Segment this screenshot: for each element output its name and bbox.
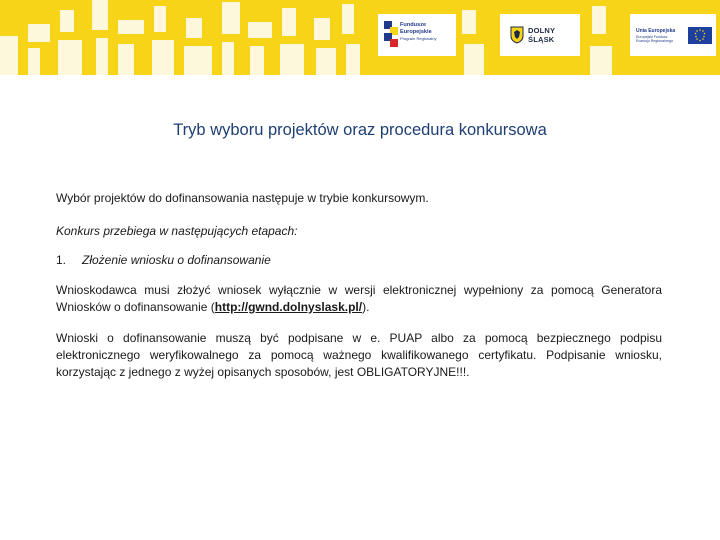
- european-funds-icon: [384, 21, 398, 49]
- submission-paragraph: [56, 282, 662, 316]
- eagle-crest-icon: [510, 26, 524, 44]
- stages-intro: Konkurs przebiega w następujących etapach:: [56, 224, 298, 238]
- generator-link[interactable]: http://gwnd.dolnyslask.pl/: [214, 300, 363, 314]
- submission-text-end: ).: [362, 300, 370, 314]
- page-title: Tryb wyboru projektów oraz procedura konkursowa: [173, 121, 547, 139]
- content-body: [56, 190, 662, 381]
- funds-line1: Fundusze: [400, 22, 427, 28]
- signature-paragraph: Wnioski o dofinansowanie muszą być podpisane w e. PUAP albo za pomocą bezpiecznego podpisu elektronicznego weryfikowalnego za pomocą ważnego kwalifikowanego certyfikatu. Podpisanie wniosku, korzystając z jednego z wyżej opisanych sposobów, jest OBLIGATORYJNE!!!.: [56, 331, 662, 379]
- submission-text: Wnioskodawca musi złożyć wniosek wyłącznie w wersji elektronicznej wypełniony za pomocą Generatora Wniosków o dofinansowanie (: [56, 283, 662, 314]
- funds-line2: Europejskie: [400, 28, 432, 35]
- intro-text: Wybór projektów do dofinansowania następuje w trybie konkursowym.: [56, 191, 429, 205]
- region-line1: DOLNY: [528, 26, 556, 35]
- eu-subtitle2: Rozwoju Regionalnego: [636, 39, 673, 43]
- eu-subtitle1: Europejski Fundusz: [636, 34, 668, 39]
- step-item: [56, 252, 662, 269]
- region-line2: ŚLĄSK: [528, 35, 555, 44]
- logo-european-union: [630, 14, 716, 56]
- header-band: [0, 0, 720, 75]
- eu-line1: Unia Europejska: [636, 28, 676, 34]
- decorative-pattern: [0, 0, 720, 75]
- eu-flag-icon: [688, 27, 712, 44]
- funds-subtitle: Program Regionalny: [400, 36, 437, 41]
- logo-european-funds: [378, 14, 456, 56]
- step-number: 1.: [56, 253, 67, 267]
- logo-lower-silesia: [500, 14, 580, 56]
- step-label: Złożenie wniosku o dofinansowanie: [82, 253, 271, 267]
